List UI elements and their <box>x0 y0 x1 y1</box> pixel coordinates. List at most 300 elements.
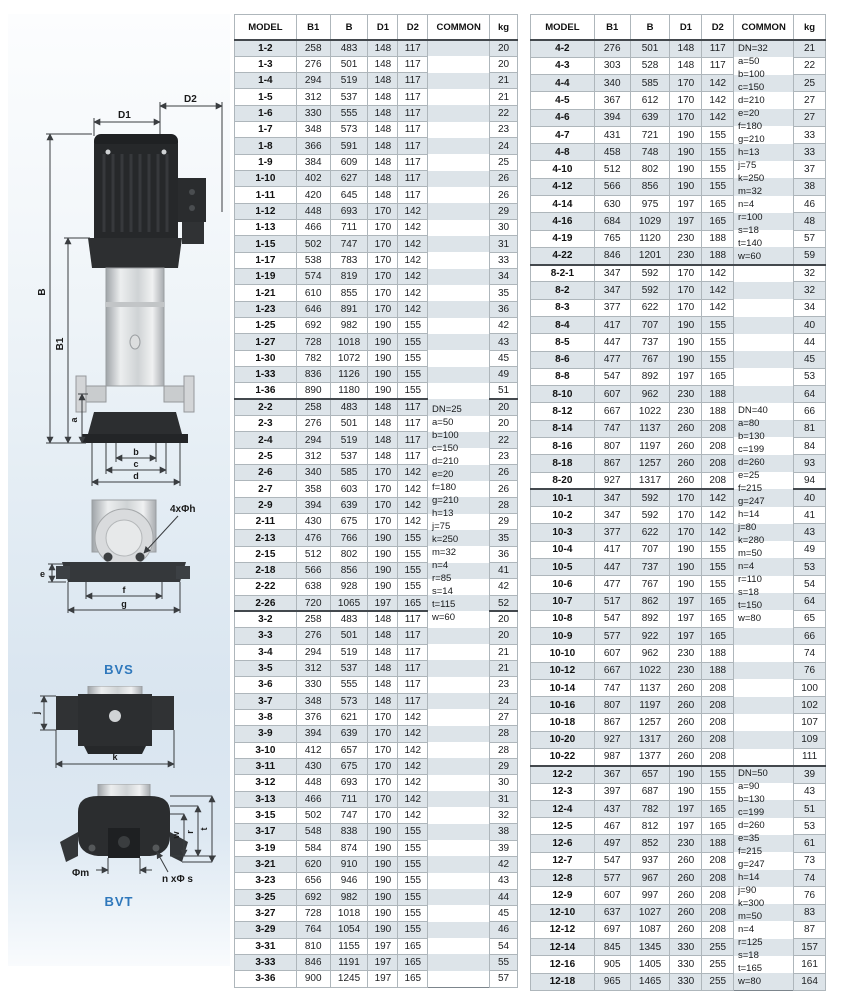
b1-cell: 437 <box>594 800 630 817</box>
table-row <box>235 56 518 72</box>
d1-cell: 148 <box>368 416 398 432</box>
model-cell: 8-14 <box>531 420 595 437</box>
kg-cell: 33 <box>794 144 826 161</box>
model-cell: 8-16 <box>531 437 595 454</box>
common-spec-line: c=150 <box>738 81 765 93</box>
d2-cell: 155 <box>398 824 428 840</box>
model-cell: 1-8 <box>235 138 297 154</box>
model-cell: 2-11 <box>235 514 297 530</box>
common-cell <box>734 749 794 766</box>
d2-cell: 208 <box>702 904 734 921</box>
b1-cell: 867 <box>594 714 630 731</box>
table-row <box>531 230 826 247</box>
d1-cell: 260 <box>670 852 702 869</box>
bvt-base-drawing <box>26 784 226 886</box>
model-cell: 2-18 <box>235 563 297 579</box>
b-cell: 782 <box>630 800 670 817</box>
kg-cell: 52 <box>490 595 518 611</box>
common-spec-line: DN=40 <box>738 405 768 416</box>
kg-cell: 157 <box>794 939 826 956</box>
d1-cell: 148 <box>368 56 398 72</box>
b-cell: 802 <box>630 161 670 178</box>
d1-cell: 170 <box>368 497 398 513</box>
common-cell <box>428 742 490 758</box>
table-row <box>531 282 826 299</box>
b1-cell: 430 <box>296 514 330 530</box>
kg-cell: 48 <box>794 213 826 230</box>
b-cell: 1245 <box>330 971 368 987</box>
b1-cell: 607 <box>594 887 630 904</box>
table-row <box>235 611 518 627</box>
b1-cell: 417 <box>594 541 630 558</box>
common-spec-line: e=20 <box>738 107 760 119</box>
kg-cell: 27 <box>794 92 826 109</box>
model-cell: 2-7 <box>235 481 297 497</box>
b1-cell: 294 <box>296 644 330 660</box>
table-row <box>531 386 826 403</box>
kg-cell: 34 <box>794 299 826 316</box>
table-row <box>531 368 826 385</box>
common-spec-line: h=14 <box>738 509 760 520</box>
table-row <box>235 971 518 987</box>
b-cell: 783 <box>330 252 368 268</box>
d1-cell: 170 <box>368 807 398 823</box>
model-cell: 10-16 <box>531 697 595 714</box>
common-spec-line: f=180 <box>432 481 457 493</box>
table-row <box>235 889 518 905</box>
common-cell <box>428 677 490 693</box>
d1-cell: 148 <box>670 57 702 74</box>
model-cell: 8-10 <box>531 386 595 403</box>
b-cell: 687 <box>630 783 670 800</box>
d2-cell: 208 <box>702 921 734 938</box>
b-cell: 856 <box>630 178 670 195</box>
b1-cell: 667 <box>594 662 630 679</box>
b-cell: 622 <box>630 299 670 316</box>
b1-cell: 367 <box>594 92 630 109</box>
d2-cell: 155 <box>398 905 428 921</box>
d1-cell: 170 <box>368 203 398 219</box>
bvs-flange-inner <box>106 520 142 556</box>
d2-cell: 142 <box>398 775 428 791</box>
d2-cell: 155 <box>702 558 734 575</box>
table-row <box>235 922 518 938</box>
kg-cell: 23 <box>490 677 518 693</box>
model-cell: 10-6 <box>531 576 595 593</box>
common-cell <box>734 645 794 662</box>
common-cell <box>428 595 490 611</box>
d2-cell: 142 <box>398 236 428 252</box>
kg-cell: 21 <box>490 89 518 105</box>
common-cell <box>428 954 490 970</box>
model-cell: 8-2-1 <box>531 265 595 282</box>
d1-cell: 197 <box>670 213 702 230</box>
b1-cell: 330 <box>296 677 330 693</box>
model-cell: 4-10 <box>531 161 595 178</box>
common-spec-line: d=210 <box>432 455 459 467</box>
kg-cell: 38 <box>794 178 826 195</box>
kg-cell: 107 <box>794 714 826 731</box>
header-row <box>531 15 826 41</box>
table-row <box>235 187 518 203</box>
common-spec-line: k=250 <box>738 172 765 184</box>
common-cell <box>734 731 794 748</box>
b-cell: 975 <box>630 196 670 213</box>
b1-cell: 367 <box>594 766 630 783</box>
model-cell: 10-3 <box>531 524 595 541</box>
kg-cell: 42 <box>490 318 518 334</box>
d2-cell: 117 <box>398 171 428 187</box>
kg-cell: 20 <box>490 40 518 56</box>
kg-cell: 21 <box>490 644 518 660</box>
common-cell <box>428 138 490 154</box>
model-cell: 3-3 <box>235 628 297 644</box>
b1-cell: 747 <box>594 420 630 437</box>
common-cell <box>428 758 490 774</box>
b-cell: 766 <box>330 530 368 546</box>
d1-cell: 230 <box>670 662 702 679</box>
d2-cell: 142 <box>702 507 734 524</box>
b1-cell: 684 <box>594 213 630 230</box>
kg-cell: 43 <box>490 334 518 350</box>
b-cell: 1180 <box>330 383 368 399</box>
model-cell: 3-10 <box>235 742 297 758</box>
kg-cell: 161 <box>794 956 826 973</box>
d1-cell: 190 <box>368 922 398 938</box>
d1-cell: 197 <box>670 368 702 385</box>
kg-cell: 93 <box>794 455 826 472</box>
b-cell: 1072 <box>330 350 368 366</box>
b1-cell: 417 <box>594 317 630 334</box>
table-row <box>531 887 826 904</box>
kg-cell: 28 <box>490 742 518 758</box>
b-cell: 852 <box>630 835 670 852</box>
common-spec-line: f=180 <box>738 120 763 132</box>
common-spec-line: t=115 <box>432 598 456 610</box>
b-cell: 627 <box>330 171 368 187</box>
b1-cell: 927 <box>594 472 630 489</box>
d2-cell: 155 <box>398 856 428 872</box>
flange-side-drawing <box>30 686 200 776</box>
d2-cell: 255 <box>702 973 734 990</box>
common-cell <box>734 92 794 109</box>
kg-cell: 57 <box>794 230 826 247</box>
d1-cell: 148 <box>670 40 702 57</box>
kg-cell: 55 <box>490 954 518 970</box>
discharge-flange <box>184 376 194 412</box>
table-row <box>531 593 826 610</box>
kg-cell: 49 <box>490 367 518 383</box>
d1-cell: 230 <box>670 645 702 662</box>
b1-cell: 394 <box>296 726 330 742</box>
model-cell: 8-4 <box>531 317 595 334</box>
b-cell: 1029 <box>630 213 670 230</box>
model-cell: 3-11 <box>235 758 297 774</box>
pump-side-view-drawing <box>32 92 232 500</box>
common-cell <box>734 489 794 506</box>
b1-cell: 577 <box>594 870 630 887</box>
kg-cell: 42 <box>490 856 518 872</box>
model-cell: 8-6 <box>531 351 595 368</box>
model-cell: 2-5 <box>235 448 297 464</box>
common-cell <box>428 367 490 383</box>
table-row <box>531 956 826 973</box>
common-spec-line: c=199 <box>738 444 765 455</box>
b-cell: 573 <box>330 693 368 709</box>
b-cell: 1257 <box>630 714 670 731</box>
column-header-b1: B1 <box>594 15 630 41</box>
model-cell: 3-25 <box>235 889 297 905</box>
d2-cell: 142 <box>398 252 428 268</box>
b-cell: 922 <box>630 628 670 645</box>
d2-cell: 155 <box>398 530 428 546</box>
column-header-b: B <box>330 15 368 41</box>
model-cell: 12-4 <box>531 800 595 817</box>
bolt-spec-label: 4xΦh <box>170 504 196 515</box>
b-cell: 711 <box>330 220 368 236</box>
b1-cell: 340 <box>296 465 330 481</box>
common-spec-line: c=199 <box>738 807 765 818</box>
b-cell: 1120 <box>630 230 670 247</box>
d2-cell: 142 <box>398 269 428 285</box>
common-spec-line: s=18 <box>738 950 759 961</box>
common-spec-line: n=4 <box>432 559 449 571</box>
b1-cell: 502 <box>296 807 330 823</box>
kg-cell: 49 <box>794 541 826 558</box>
table-row <box>531 351 826 368</box>
d1-cell: 260 <box>670 904 702 921</box>
model-cell: 1-27 <box>235 334 297 350</box>
common-spec-line: h=13 <box>432 507 454 519</box>
common-cell <box>428 481 490 497</box>
b-cell: 967 <box>630 870 670 887</box>
d2-cell: 142 <box>398 791 428 807</box>
d1-cell: 260 <box>670 697 702 714</box>
kg-cell: 22 <box>794 57 826 74</box>
flange-center-hole <box>109 710 121 722</box>
d2-cell: 165 <box>398 938 428 954</box>
kg-cell: 39 <box>794 766 826 783</box>
common-cell <box>428 432 490 448</box>
b1-cell: 807 <box>594 697 630 714</box>
kg-cell: 29 <box>490 758 518 774</box>
d1-cell: 190 <box>368 350 398 366</box>
model-cell: 12-14 <box>531 939 595 956</box>
common-cell <box>428 269 490 285</box>
table-row <box>531 662 826 679</box>
common-spec-line: f=215 <box>738 483 763 494</box>
model-cell: 2-3 <box>235 416 297 432</box>
d2-cell: 208 <box>702 870 734 887</box>
kg-cell: 21 <box>490 660 518 676</box>
model-cell: 12-7 <box>531 852 595 869</box>
b-cell: 982 <box>330 889 368 905</box>
b1-cell: 447 <box>594 334 630 351</box>
b-cell: 1018 <box>330 905 368 921</box>
table-row <box>531 92 826 109</box>
common-cell <box>734 800 794 817</box>
model-cell: 1-4 <box>235 73 297 89</box>
b-cell: 962 <box>630 386 670 403</box>
common-cell <box>734 109 794 126</box>
b-cell: 675 <box>330 514 368 530</box>
d1-cell: 197 <box>368 971 398 987</box>
b1-cell: 366 <box>296 138 330 154</box>
b1-cell: 347 <box>594 265 630 282</box>
discharge-pipe <box>164 386 184 402</box>
b-cell: 537 <box>330 89 368 105</box>
common-cell <box>734 178 794 195</box>
d2-cell: 155 <box>702 541 734 558</box>
table-row <box>235 416 518 432</box>
common-cell <box>428 105 490 121</box>
common-spec-line: d=260 <box>738 820 765 831</box>
b-cell: 1197 <box>630 697 670 714</box>
motor-bolt <box>162 150 167 155</box>
d2-cell: 188 <box>702 403 734 420</box>
b-cell: 592 <box>630 489 670 506</box>
common-cell <box>428 709 490 725</box>
common-spec-line: DN=25 <box>432 403 462 415</box>
table-row <box>235 269 518 285</box>
common-spec-line: w=80 <box>738 613 761 624</box>
d1-cell: 197 <box>670 800 702 817</box>
d1-cell: 170 <box>368 514 398 530</box>
b-cell: 819 <box>330 269 368 285</box>
b-cell: 555 <box>330 105 368 121</box>
d2-cell: 208 <box>702 714 734 731</box>
d1-cell: 190 <box>368 905 398 921</box>
model-cell: 3-9 <box>235 726 297 742</box>
b-cell: 483 <box>330 399 368 415</box>
b1-cell: 584 <box>296 840 330 856</box>
common-spec-line: a=50 <box>432 416 454 428</box>
table-row <box>235 530 518 546</box>
d1-cell: 190 <box>670 783 702 800</box>
b-cell: 483 <box>330 40 368 56</box>
kg-cell: 84 <box>794 437 826 454</box>
d1-cell: 148 <box>368 611 398 627</box>
table-row <box>531 697 826 714</box>
table-row <box>531 472 826 489</box>
b-cell: 1377 <box>630 749 670 766</box>
common-spec-line: a=90 <box>738 781 760 792</box>
model-cell: 10-7 <box>531 593 595 610</box>
table-row <box>531 731 826 748</box>
d1-cell: 230 <box>670 386 702 403</box>
d2-cell: 155 <box>702 783 734 800</box>
b1-cell: 347 <box>594 507 630 524</box>
kg-cell: 20 <box>490 416 518 432</box>
model-cell: 3-13 <box>235 791 297 807</box>
model-cell: 10-18 <box>531 714 595 731</box>
b1-cell: 412 <box>296 742 330 758</box>
b1-cell: 607 <box>594 645 630 662</box>
common-cell <box>734 213 794 230</box>
model-cell: 1-6 <box>235 105 297 121</box>
b-cell: 1257 <box>630 455 670 472</box>
dimension-label-w: w <box>171 831 181 839</box>
kg-cell: 54 <box>490 938 518 954</box>
common-cell <box>428 693 490 709</box>
terminal-box-screw <box>189 205 195 211</box>
d2-cell: 255 <box>702 956 734 973</box>
d2-cell: 142 <box>702 75 734 92</box>
b1-cell: 347 <box>594 282 630 299</box>
table-row <box>531 109 826 126</box>
common-spec-line: m=32 <box>432 546 457 558</box>
d1-cell: 148 <box>368 693 398 709</box>
kg-cell: 30 <box>490 775 518 791</box>
d2-cell: 117 <box>398 628 428 644</box>
b1-cell: 430 <box>296 758 330 774</box>
model-cell: 10-2 <box>531 507 595 524</box>
common-cell <box>428 171 490 187</box>
table-row <box>531 783 826 800</box>
b1-cell: 610 <box>296 285 330 301</box>
dimension-label-j: j <box>31 711 41 715</box>
table-row <box>235 497 518 513</box>
table-row <box>235 171 518 187</box>
b1-cell: 965 <box>594 973 630 990</box>
table-row <box>235 40 518 56</box>
kg-cell: 41 <box>490 563 518 579</box>
common-cell <box>428 301 490 317</box>
kg-cell: 76 <box>794 662 826 679</box>
d2-cell: 117 <box>398 611 428 627</box>
d1-cell: 260 <box>670 887 702 904</box>
table-row <box>531 818 826 835</box>
table-row <box>235 563 518 579</box>
b1-cell: 294 <box>296 432 330 448</box>
b1-cell: 646 <box>296 301 330 317</box>
column-header-d2: D2 <box>702 15 734 41</box>
b1-cell: 574 <box>296 269 330 285</box>
common-cell <box>734 455 794 472</box>
b1-cell: 467 <box>594 818 630 835</box>
common-cell <box>734 870 794 887</box>
common-spec-line: f=215 <box>738 846 763 857</box>
model-cell: 10-22 <box>531 749 595 766</box>
table-row <box>235 399 518 415</box>
d2-cell: 142 <box>398 203 428 219</box>
kg-cell: 43 <box>794 783 826 800</box>
table-row <box>531 800 826 817</box>
common-spec-line: k=280 <box>738 535 765 546</box>
common-cell <box>734 437 794 454</box>
b-cell: 802 <box>330 546 368 562</box>
b-cell: 711 <box>330 791 368 807</box>
common-cell <box>428 726 490 742</box>
b-cell: 1405 <box>630 956 670 973</box>
common-cell <box>428 236 490 252</box>
model-cell: 8-12 <box>531 403 595 420</box>
d2-cell: 142 <box>398 465 428 481</box>
kg-cell: 20 <box>490 399 518 415</box>
kg-cell: 45 <box>794 351 826 368</box>
d1-cell: 170 <box>670 109 702 126</box>
table-row <box>531 437 826 454</box>
d1-cell: 190 <box>670 317 702 334</box>
model-cell: 4-8 <box>531 144 595 161</box>
model-cell: 1-25 <box>235 318 297 334</box>
kg-cell: 24 <box>490 693 518 709</box>
b1-cell: 447 <box>594 558 630 575</box>
common-cell <box>428 660 490 676</box>
kg-cell: 59 <box>794 247 826 264</box>
kg-cell: 102 <box>794 697 826 714</box>
model-cell: 4-5 <box>531 92 595 109</box>
